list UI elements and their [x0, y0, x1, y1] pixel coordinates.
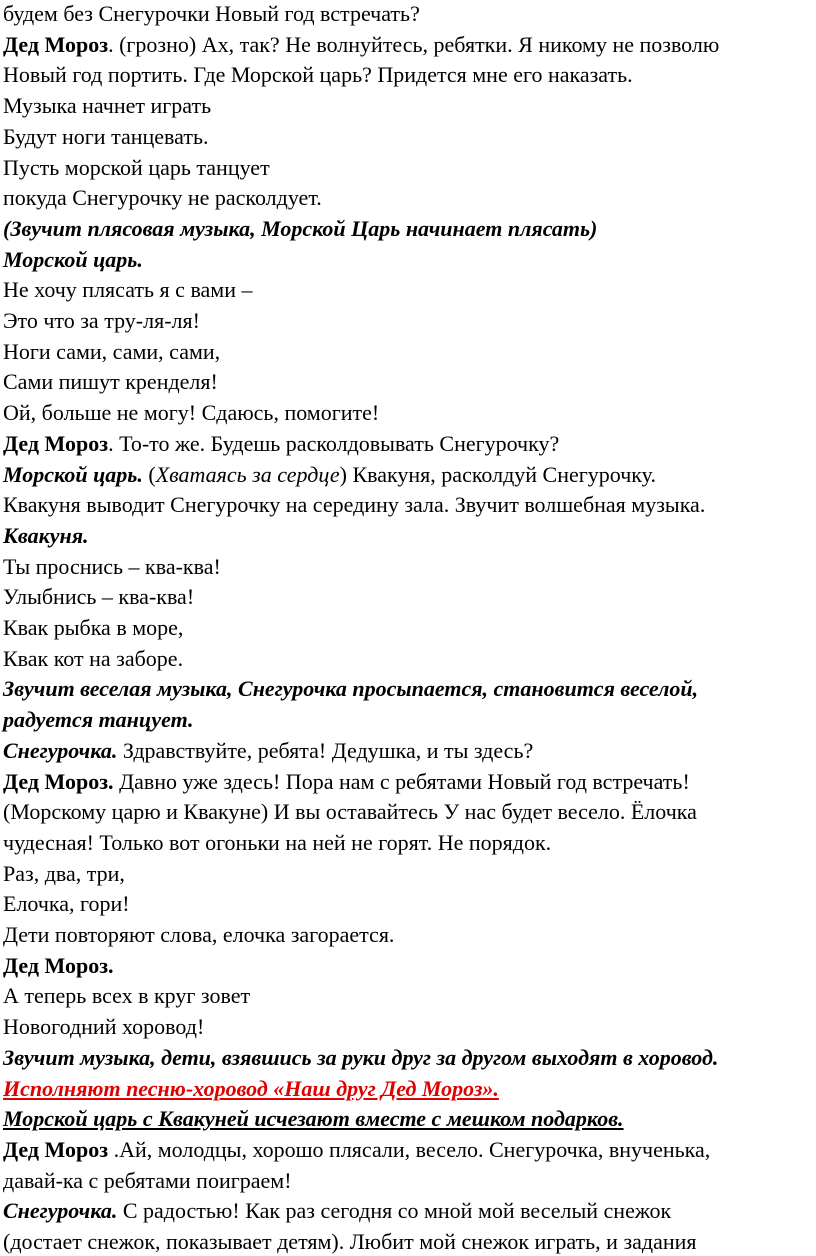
text-run: Ноги сами, сами, сами, [3, 338, 221, 364]
text-run: А теперь всех в круг зовет [3, 983, 251, 1009]
text-line [3, 184, 322, 212]
text-run: Морской царь. [3, 461, 143, 487]
text-run: Дети повторяют слова, елочка загорается. [3, 922, 395, 947]
text-line [3, 31, 719, 59]
text-line [3, 1197, 671, 1225]
text-line [3, 1013, 204, 1041]
text-run: Квакуня. [3, 522, 89, 548]
text-run: Это что за тру-ля-ля! [3, 308, 200, 333]
text-line [3, 583, 194, 611]
text-run: Ты проснись – ква-ква! [3, 553, 221, 579]
text-run: Музыка начнет играть [3, 93, 212, 119]
text-run: Улыбнись – ква-ква! [3, 584, 195, 610]
text-run: Новогодний хоровод! [3, 1014, 205, 1040]
text-line [3, 1136, 710, 1164]
text-run: Квакуня выводит Снегурочку на середину зала. Звучит волшебная музыка. [3, 492, 706, 518]
text-run: Дед Мороз. [3, 952, 114, 978]
text-line [3, 246, 143, 274]
text-run: Квак рыбка в море, [3, 615, 184, 640]
text-line [3, 982, 250, 1010]
text-line [3, 829, 551, 857]
text-run: Дед Мороз [3, 430, 109, 456]
text-run: (достает снежок, показывает детям). Любит мой снежок играть, и задания [3, 1229, 697, 1254]
text-line [3, 522, 89, 550]
text-run: Снегурочка. [3, 737, 118, 763]
text-line [3, 92, 211, 120]
text-run: будем без Снегурочки Новый год встречать? [3, 1, 420, 26]
text-run: Пусть морской царь танцует [3, 154, 270, 180]
text-run: Давно уже здесь! Пора нам с ребятами Новый год встречать! [113, 768, 690, 794]
text-line [3, 61, 633, 89]
text-run: ( [142, 461, 156, 487]
text-line [3, 737, 533, 765]
text-run: Звучит веселая музыка, Снегурочка просыпается, становится веселой, [3, 676, 699, 702]
text-run: (Звучит плясовая музыка, Морской Царь начинает плясать) [3, 215, 598, 241]
text-run: Ой, больше не могу! Сдаюсь, помогите! [3, 400, 380, 426]
text-run: Морской царь. [3, 246, 143, 272]
text-line [3, 1044, 718, 1072]
text-line [3, 614, 183, 642]
text-line [3, 307, 200, 335]
text-run: Хватаясь за сердце [155, 461, 340, 487]
text-line [3, 276, 253, 304]
text-line [3, 1075, 499, 1103]
text-run: Новый год портить. Где Морской царь? Придется мне его наказать. [3, 62, 633, 88]
text-line [3, 154, 270, 182]
text-run: . То-то же. Будешь расколдовывать Снегурочку? [108, 430, 560, 456]
text-line [3, 368, 218, 396]
text-line [3, 1105, 624, 1133]
text-run: Исполняют песню-хоровод «Наш друг Дед Мороз». [3, 1075, 499, 1101]
text-line [3, 123, 208, 151]
text-run: Дед Мороз [3, 31, 109, 57]
text-line [3, 553, 221, 581]
text-line [3, 1228, 697, 1256]
text-line [3, 399, 379, 427]
text-run: Снегурочка. [3, 1198, 118, 1224]
text-line [3, 921, 394, 949]
text-run: покуда Снегурочку не расколдует. [3, 185, 322, 211]
text-run: Раз, два, три, [3, 860, 125, 886]
text-run: .Ай, молодцы, хорошо плясали, весело. Снегурочка, внученька, [108, 1136, 711, 1162]
text-line [3, 338, 220, 366]
text-run: С радостью! Как раз сегодня со мной мой веселый снежок [117, 1198, 672, 1224]
text-run: Здравствуйте, ребята! Дедушка, и ты здесь? [117, 737, 534, 763]
text-line [3, 706, 194, 734]
text-line [3, 491, 705, 519]
text-run: (Морскому царю и Квакуне) И вы оставайтесь У нас будет весело. Ёлочка [3, 799, 697, 825]
text-line [3, 461, 656, 489]
text-run: ) Квакуня, расколдуй Снегурочку. [339, 461, 656, 487]
text-run: Не хочу плясать я с вами – [3, 277, 253, 303]
text-line [3, 952, 114, 980]
text-line [3, 0, 420, 28]
text-line [3, 798, 697, 826]
text-line [3, 1167, 292, 1195]
text-run: Сами пишут кренделя! [3, 369, 218, 395]
text-run: Дед Мороз. [3, 768, 114, 794]
text-run: радуется танцует. [3, 707, 194, 733]
text-run: Морской царь с Квакуней исчезают вместе с мешком подарков. [3, 1106, 624, 1132]
text-line [3, 645, 183, 673]
text-run: Елочка, гори! [3, 891, 130, 917]
text-line [3, 890, 130, 918]
text-line [3, 430, 559, 458]
text-line [3, 860, 125, 888]
text-run: чудесная! Только вот огоньки на ней не горят. Не порядок. [3, 829, 552, 855]
text-run: Будут ноги танцевать. [3, 123, 209, 149]
text-run: Квак кот на заборе. [3, 645, 184, 671]
text-run: Дед Мороз [3, 1136, 109, 1162]
text-line [3, 675, 698, 703]
text-line [3, 768, 690, 796]
text-run: . (грозно) Ах, так? Не волнуйтесь, ребятки. Я никому не позволю [108, 31, 720, 57]
text-line [3, 215, 597, 243]
text-run: Звучит музыка, дети, взявшись за руки друг за другом выходят в хоровод. [3, 1044, 719, 1070]
text-run: давай-ка с ребятами поиграем! [3, 1167, 292, 1193]
